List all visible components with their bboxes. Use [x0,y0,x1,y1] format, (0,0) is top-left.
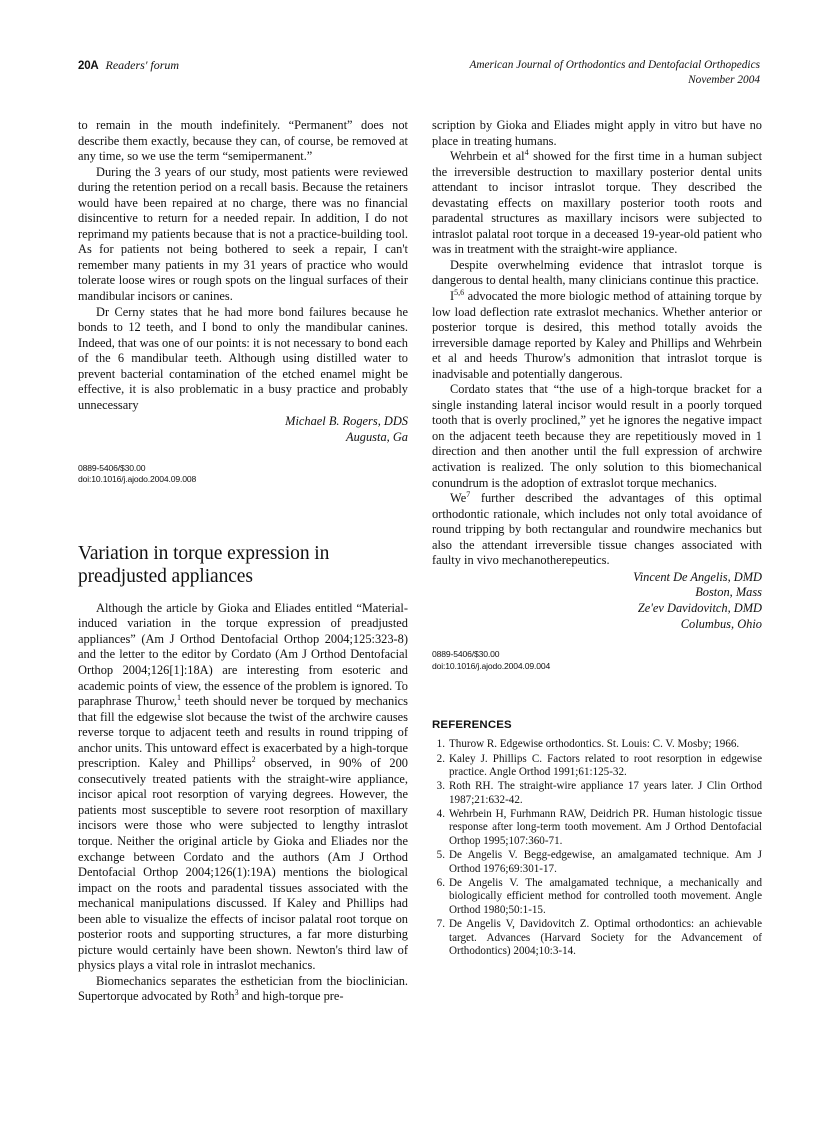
running-head [78,58,760,87]
paragraph: Cordato states that “the use of a high-torque bracket for a single instanding lateral incisor would result in a poorly torqued tooth that is overly proclined,” yet he ignores the negative impact on the adjacent teeth because they are repetitiously moved in 1 direction and then another until the full expression of archwire activation is realized. The only solution to this biomechanical conundrum is the adoption of extraslot torque mechanics. [432,382,762,490]
reference-text: Thurow R. Edgewise orthodontics. St. Louis: C. V. Mosby; 1966. [449,738,740,751]
paragraph-part: teeth should never be torqued by mechanics that fill the edgewise slot because the twist of the archwire causes reverse torque to adjacent teeth and results in round tripping of anchor units. This untoward effect is exacerbated by a high-torque prescription. Kaley and Phillips [78,694,408,771]
reference-marker: 7 [466,490,471,499]
reference-number: 6. [436,876,445,889]
reference-item [432,877,762,918]
reference-number: 5. [436,849,445,862]
references-heading: REFERENCES [432,719,512,732]
doi-line: doi:10.1016/j.ajodo.2004.09.004 [432,660,551,671]
signature-place: Columbus, Ohio [680,616,762,631]
reference-number: 2. [436,752,445,765]
running-head-right [469,58,760,87]
paragraph-part: I [450,289,455,304]
article-title-block [78,542,408,589]
references-list [432,738,762,959]
section-title: Readers' forum [105,58,180,72]
paragraph [432,149,762,258]
reference-text: De Angelis V. The amalgamated technique, a mechanically and biologically efficient method for controlled tooth movement. Angle Orthod 1980;50:1-15. [449,876,762,917]
right-column [432,118,762,1078]
reference-marker: 3 [234,988,239,998]
issn-line: 0889-5406/$30.00 [78,462,146,473]
issn-line: 0889-5406/$30.00 [432,649,500,660]
running-head-left [78,58,179,73]
paragraph-part: advocated the more biologic method of attaining torque by low load deflection rate extraslot mechanics. Whether anterior or posterior torque is desired, this method totally avoids the irreversible damage reported by Kaley and Phillips and Wehrbein et al and heeds Thurow's admonition that intraslot torque is inadvisable and potentially dangerous. [432,289,762,381]
reference-item [432,753,762,780]
reference-item [432,849,762,876]
paragraph [78,601,408,974]
paragraph-part: Although the article by Gioka and Eliades entitled “Material-induced variation in the torque expression of preadjusted appliances” (Am J Orthod Dentofacial Orthop 2004;125:323-8) and the letter to the editor by Cordato (Am J Orthod Dentofacial Orthop 2004;126[1]:18A) are interesting from esoteric and academic points of view, the essence of the problem is ignored. To paraphrase Thurow, [78,600,408,709]
letter-signature [432,570,762,632]
reference-text: Kaley J. Phillips C. Factors related to root resorption in edgewise practice. Angle Orthod 1991;61:125-32. [449,752,762,779]
reference-item [432,808,762,849]
left-column [78,118,408,1078]
references-section [432,719,762,959]
paragraph: During the 3 years of our study, most patients were reviewed during the retention period on a recall basis. Because the retainers would have been repaired at no charge, there was no financial disincentive to return for a needed repair. In addition, I do not reprimand my patients because that is not a practice-building tool. As for patients not being bothered to seek a repair, I can't remember many patients in my 31 years of practice who would tolerate loose wires or rough spots on the lingual surfaces of their mandibular incisors or canines. [78,164,408,304]
reference-text: De Angelis V. Begg-edgewise, an amalgamated technique. Am J Orthod 1976;69:301-17. [449,849,762,875]
signature-name: Vincent De Angelis, DMD [633,569,762,584]
doi-line: doi:10.1016/j.ajodo.2004.09.008 [78,474,197,485]
paragraph: Despite overwhelming evidence that intraslot torque is dangerous to dental health, many clinicians continue this practice. [432,257,762,288]
paragraph: Dr Cerny states that he had more bond failures because he bonds to 12 teeth, and I bond to only the mandibular canines. Indeed, that was one of our points: it is not necessary to bond each of the 6 mandibular teeth. Although using distilled water to prevent bacterial contamination of the etched enamel might be effective, it is also problematic in a busy practice and probably unnecessary [78,304,408,412]
letter-signature [78,414,408,445]
reference-text: Roth RH. The straight-wire appliance 17 years later. J Clin Orthod 1987;21:632-42. [449,780,762,806]
two-column-body [78,118,762,1078]
reference-number: 4. [436,807,445,820]
paragraph-part: observed, in 90% of 200 consecutively treated patients with the straight-wire appliance, incisor apical root resorption of varying degrees. However, the patients most susceptible to severe root resorption of maxillary incisors were those who were subjected to lengthy intraslot torque. Neither the original article by Gioka and Eliades nor the exchange between Cordato and the authors (Am J Orthod Dentofacial Orthop 2004;126(1):19A) mentions the biological impact on the roots and paradental tissues associated with the mechanical manipulations discussed. If Kaley and Phillips had been able to visualize the effects of incisor palatal root torque on posterior roots and supporting structures, a far more disturbing picture would certainly have been shown. Newton's third law of physics plays a vital role in intraslot mechanics. [78,756,408,973]
reference-item [432,738,762,752]
reference-marker: 4 [524,147,529,157]
signature-name: Ze'ev Davidovitch, DMD [637,601,762,616]
reference-item [432,780,762,807]
publication-info [432,649,762,672]
signature-place: Augusta, Ga [346,429,408,444]
paragraph: to remain in the mouth indefinitely. “Permanent” does not describe them exactly, because they can, of course, be removed at any time, so we use the term “semipermanent.” [78,118,408,164]
reference-number: 3. [436,780,445,793]
signature-name: Michael B. Rogers, DDS [285,414,408,429]
reference-number: 7. [436,918,445,931]
paragraph-part: and high-torque pre- [238,989,344,1004]
paragraph-part: showed for the first time in a human subject the irreversible destruction to maxillary posterior dental units attendant to incisor intraslot torque. They described the devastating effects on maxillary posterior tooth roots and paradental structures as maxillary incisors were subjected to intraslot palatal root torque in a deceased 19-year-old patient who was in treatment with the straight-wire appliance. [432,149,763,257]
paragraph-part: Biomechanics separates the esthetician from the bioclinician. Supertorque advocated by Roth [78,973,408,1004]
issue-date: November 2004 [688,73,760,86]
reference-marker: 5,6 [454,287,465,297]
paragraph-part: We [450,491,467,506]
paragraph-part: further described the advantages of this optimal orthodontic rationale, which includes not only total avoidance of round tripping by both rectangular and roundwire mechanics but also the attendant irreversible tissue changes associated with faulty in vivo mechanotherepeutics. [432,491,762,568]
reference-number: 1. [436,738,445,751]
paragraph-part: Wehrbein et al [450,149,525,164]
article-title: Variation in torque expression in preadjusted appliances [78,542,330,588]
journal-name: American Journal of Orthodontics and Dentofacial Orthopedics [469,59,760,71]
publication-info [78,463,408,486]
reference-text: Wehrbein H, Furhmann RAW, Deidrich PR. Human histologic tissue response after long-term tooth movement. Am J Orthod Dentofacial Orthop 1995;107:360-71. [449,807,762,848]
paragraph [78,974,408,1005]
reference-text: De Angelis V, Davidovitch Z. Optimal orthodontics: an achievable target. Advances (Harvard Society for the Advancement of Orthodontics) 2004;10:3-14. [449,918,762,958]
reference-marker: 1 [176,692,181,702]
reference-item [432,918,762,959]
paragraph [432,289,762,382]
page-folio: 20A [78,60,99,72]
signature-place: Boston, Mass [695,585,762,600]
reference-marker: 2 [251,755,256,765]
paragraph [432,491,762,569]
paragraph: scription by Gioka and Eliades might apply in vitro but have no place in treating humans. [432,118,762,148]
